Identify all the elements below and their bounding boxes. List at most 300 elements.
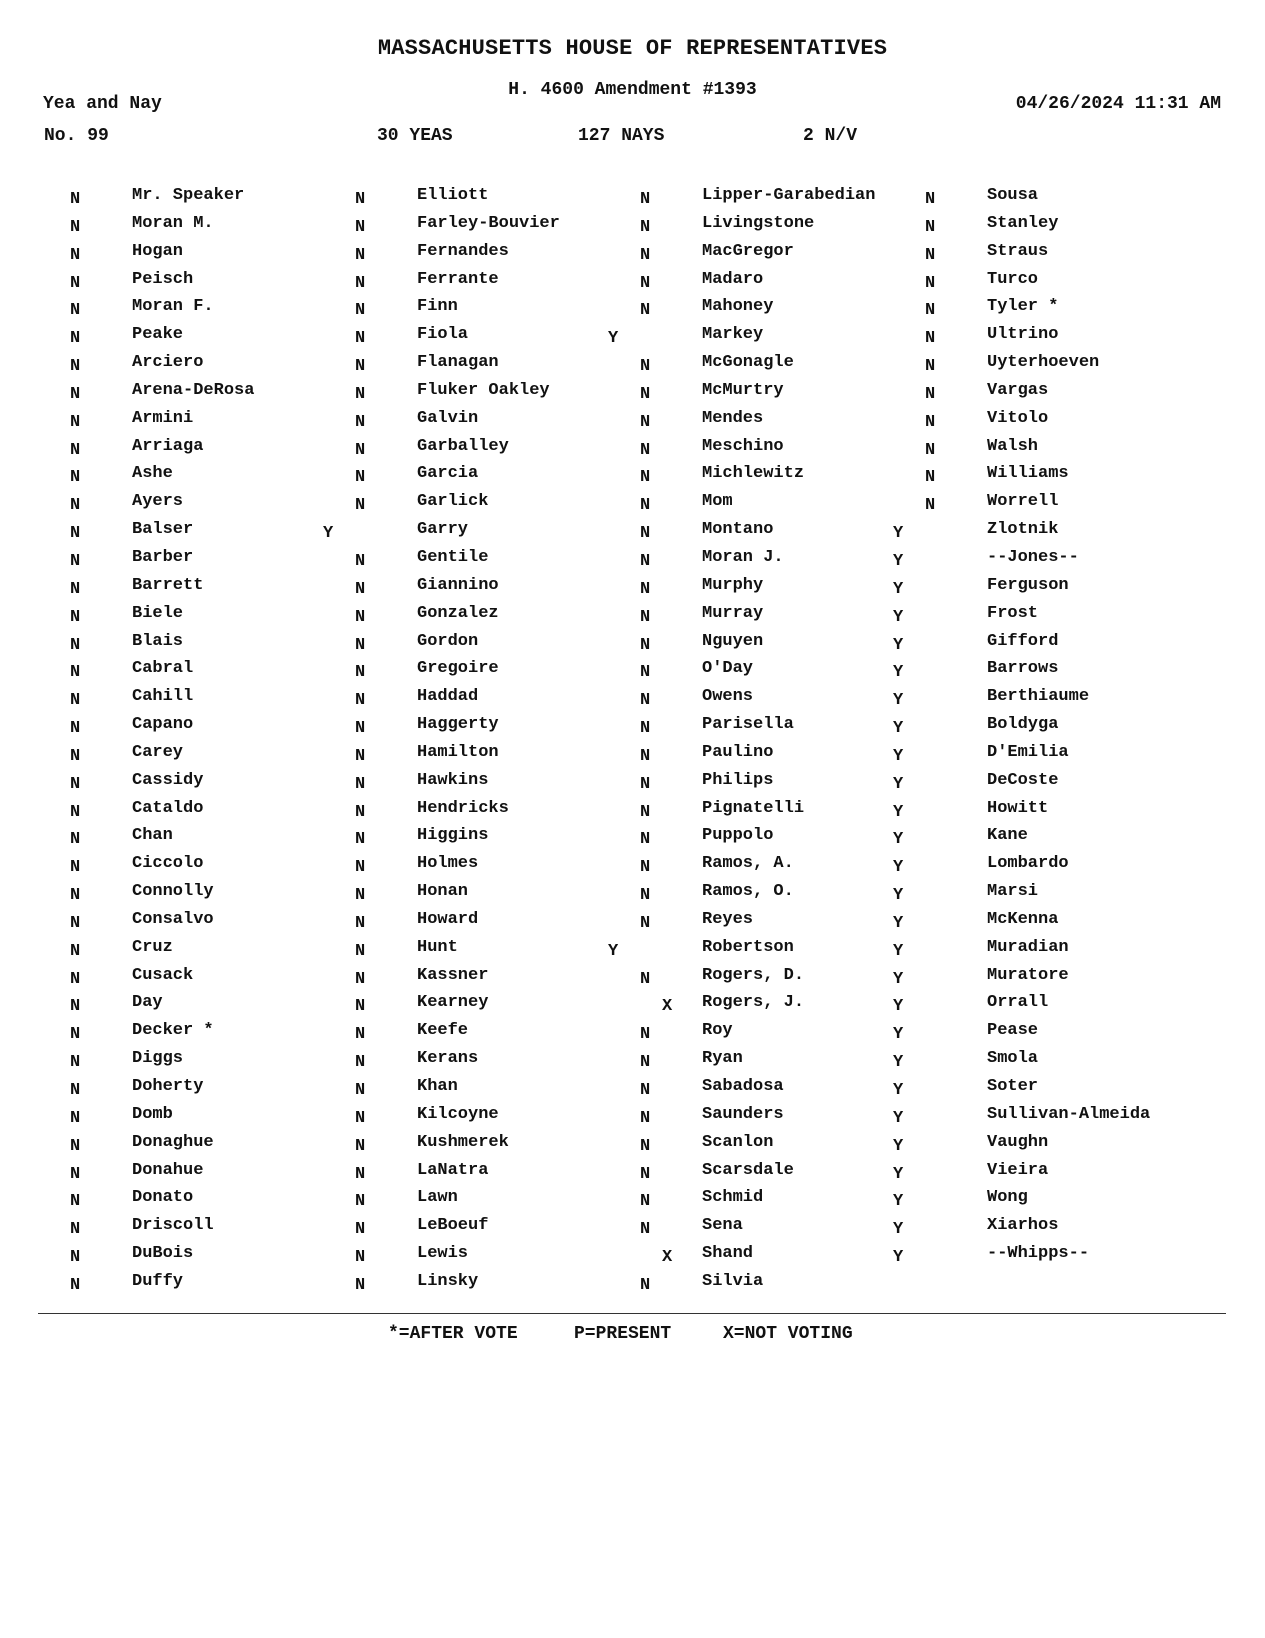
vote-mark: N [640, 190, 651, 209]
member-name: Carey [132, 742, 184, 762]
vote-mark: N [640, 802, 651, 822]
vote-mark: N [640, 412, 651, 432]
member-row [616, 436, 912, 467]
vote-mark: N [925, 245, 936, 265]
member-row [893, 547, 1197, 578]
member-row [616, 1190, 912, 1218]
member-row [901, 213, 1197, 244]
vote-mark: N [70, 1025, 81, 1045]
member-row [608, 325, 912, 355]
vote-mark: Y [893, 635, 904, 655]
member-name: Capano [132, 715, 194, 735]
member-name: Montano [702, 520, 774, 540]
vote-mark: N [355, 719, 366, 739]
vote-mark: N [640, 468, 651, 488]
vote-mark: N [640, 858, 651, 878]
member-row [616, 522, 912, 550]
vote-mark: N [355, 468, 366, 488]
member-name: Ultrino [987, 325, 1059, 345]
member-name: Vargas [987, 380, 1049, 400]
member-row [331, 436, 627, 467]
member-row [46, 575, 342, 606]
member-row [46, 380, 342, 411]
vote-mark: N [640, 217, 651, 237]
member-name: Wong [987, 1188, 1028, 1208]
member-name: Finn [417, 297, 458, 317]
vote-mark: N [640, 774, 651, 794]
member-row [616, 380, 912, 411]
vote-mark: Y [893, 997, 904, 1017]
member-row [331, 770, 627, 801]
member-name: Stanley [987, 213, 1059, 233]
member-row [331, 965, 627, 996]
member-row [46, 408, 342, 439]
vote-mark: N [70, 746, 81, 766]
member-name: Marsi [987, 882, 1039, 902]
member-name: Barber [132, 547, 194, 567]
member-name: Boldyga [987, 715, 1059, 735]
member-row [46, 1218, 342, 1246]
vote-mark: N [70, 440, 81, 460]
member-name: --Jones-- [987, 547, 1079, 567]
member-row [893, 1244, 1197, 1274]
vote-mark: N [640, 663, 651, 683]
vote-mark: N [640, 301, 651, 321]
member-row [46, 965, 342, 996]
vote-mark: N [355, 1053, 366, 1073]
member-row [46, 436, 342, 467]
member-row [331, 828, 627, 856]
vote-mark: N [640, 1025, 651, 1045]
member-name: Owens [702, 687, 754, 707]
vote-mark: N [70, 997, 81, 1017]
vote-mark: N [925, 384, 936, 404]
member-row [893, 882, 1197, 912]
vote-mark: N [640, 1053, 651, 1073]
member-row [893, 575, 1197, 606]
vote-mark: N [640, 719, 651, 739]
member-name: Kushmerek [417, 1132, 509, 1152]
vote-mark: Y [893, 524, 904, 544]
member-name: Roy [702, 1021, 733, 1041]
member-name: Garlick [417, 492, 489, 512]
member-row [616, 909, 912, 940]
member-name: Haggerty [417, 715, 499, 735]
member-name: Moran J. [702, 547, 784, 567]
vote-mark: X [662, 997, 673, 1017]
member-row [901, 436, 1197, 467]
member-name: Blais [132, 631, 184, 651]
member-name: Donato [132, 1188, 194, 1208]
member-row [893, 1160, 1197, 1191]
member-name: Balser [132, 520, 194, 540]
member-name: Biele [132, 603, 184, 623]
member-row [331, 188, 627, 216]
member-row [46, 522, 342, 550]
member-row [331, 1271, 627, 1302]
vote-datetime: 04/26/2024 11:31 AM [1015, 94, 1221, 114]
vote-mark: N [355, 746, 366, 766]
member-name: Williams [987, 464, 1069, 484]
member-name: Uyterhoeven [987, 353, 1100, 373]
member-name: Holmes [417, 854, 479, 874]
member-name: Ashe [132, 464, 173, 484]
member-name: Schmid [702, 1188, 764, 1208]
vote-mark: N [355, 1081, 366, 1100]
vote-mark: N [355, 551, 366, 571]
member-name: Hendricks [417, 798, 509, 818]
vote-mark: N [355, 273, 366, 293]
member-row [616, 1079, 912, 1107]
roll-column-1 [46, 188, 342, 1302]
member-name: Orrall [987, 993, 1049, 1013]
member-row [46, 1271, 342, 1302]
member-row [616, 299, 912, 327]
member-name: Gentile [417, 547, 489, 567]
vote-mark: N [355, 329, 366, 349]
vote-mark: N [70, 1220, 81, 1240]
vote-mark: N [70, 412, 81, 432]
member-row [616, 661, 912, 689]
member-name: Walsh [987, 436, 1039, 456]
vote-mark: N [355, 997, 366, 1017]
member-row [46, 1132, 342, 1163]
member-name: Garry [417, 520, 469, 540]
member-name: Moran M. [132, 213, 214, 233]
vote-mark: N [355, 384, 366, 404]
member-name: Howitt [987, 798, 1049, 818]
member-name: Fiola [417, 325, 469, 345]
roll-column-4 [893, 186, 1197, 1274]
vote-mark: N [355, 1275, 366, 1295]
member-row [616, 1160, 912, 1191]
vote-mark: N [640, 635, 651, 655]
member-row [46, 661, 342, 689]
member-row [893, 993, 1197, 1023]
member-row [901, 241, 1197, 272]
member-row [616, 798, 912, 829]
member-row [46, 717, 342, 745]
member-row [46, 937, 342, 968]
vote-mark: N [925, 357, 936, 377]
vote-mark: Y [893, 1164, 904, 1184]
member-row [331, 1023, 627, 1051]
vote-mark: N [640, 1136, 651, 1156]
vote-mark: Y [893, 1220, 904, 1240]
member-name: Donaghue [132, 1132, 214, 1152]
member-name: Sousa [987, 186, 1039, 205]
vote-mark: N [640, 245, 651, 265]
member-row [616, 631, 912, 662]
member-row [331, 355, 627, 383]
member-name: Mr. Speaker [132, 186, 245, 205]
member-name: Lawn [417, 1188, 458, 1208]
member-name: Howard [417, 909, 479, 929]
member-name: Sabadosa [702, 1077, 784, 1096]
member-name: Hogan [132, 241, 184, 261]
member-name: Xiarhos [987, 1216, 1059, 1236]
vote-mark: N [70, 691, 81, 711]
member-name: Elliott [417, 186, 489, 205]
member-row [46, 1246, 342, 1274]
member-name: McKenna [987, 909, 1059, 929]
member-row [46, 299, 342, 327]
page-title: MASSACHUSETTS HOUSE OF REPRESENTATIVES [377, 36, 888, 61]
member-name: Kilcoyne [417, 1104, 499, 1124]
member-row [616, 770, 912, 801]
member-name: Berthiaume [987, 687, 1090, 707]
vote-mark: N [640, 273, 651, 293]
vote-mark: N [640, 913, 651, 933]
member-name: Ayers [132, 492, 184, 512]
member-name: Gregoire [417, 659, 499, 679]
vote-mark: Y [893, 774, 904, 794]
roll-column-2 [323, 186, 627, 1302]
member-row [616, 1132, 912, 1163]
vote-mark: Y [893, 691, 904, 711]
vote-mark: N [355, 245, 366, 265]
vote-mark: N [355, 858, 366, 878]
member-name: Pease [987, 1021, 1039, 1041]
vote-mark: N [355, 1248, 366, 1268]
member-name: Ferguson [987, 575, 1069, 595]
member-row [616, 1246, 912, 1274]
member-row [901, 188, 1197, 216]
member-name: Lewis [417, 1244, 469, 1264]
vote-mark: N [355, 607, 366, 627]
member-row [616, 965, 912, 996]
member-row [893, 1104, 1197, 1135]
member-row [616, 241, 912, 272]
member-row [616, 466, 912, 494]
vote-mark: N [640, 691, 651, 711]
vote-mark: Y [893, 746, 904, 766]
member-name: Diggs [132, 1049, 184, 1069]
member-row [46, 603, 342, 634]
member-row [331, 995, 627, 1023]
yeas-total: 30 YEAS [377, 126, 453, 146]
vote-mark: N [355, 774, 366, 794]
vote-mark: N [70, 1053, 81, 1073]
member-row [893, 1077, 1197, 1107]
member-row [46, 770, 342, 801]
vote-mark: N [355, 217, 366, 237]
member-row [893, 909, 1197, 940]
vote-mark: Y [893, 551, 904, 571]
legend-not-voting: X=NOT VOTING [723, 1324, 853, 1344]
vote-mark: N [70, 1164, 81, 1184]
vote-mark: Y [893, 941, 904, 961]
member-name: Tyler * [987, 297, 1059, 317]
member-name: Cataldo [132, 798, 204, 818]
member-name: MacGregor [702, 241, 794, 261]
member-name: Armini [132, 408, 194, 428]
member-row [331, 884, 627, 912]
vote-mark: Y [893, 1053, 904, 1073]
member-row [331, 241, 627, 272]
member-name: Lipper-Garabedian [702, 186, 876, 205]
roll-column-3 [608, 186, 912, 1302]
member-name: Michlewitz [702, 464, 805, 484]
member-row [893, 520, 1197, 550]
vote-mark: N [70, 217, 81, 237]
vote-mark: N [70, 1108, 81, 1128]
vote-mark: N [355, 830, 366, 850]
member-row [893, 854, 1197, 884]
vote-mark: N [70, 607, 81, 627]
member-row [893, 687, 1197, 717]
vote-mark: N [355, 412, 366, 432]
member-name: Galvin [417, 408, 479, 428]
vote-mark: N [355, 1108, 366, 1128]
member-name: Peisch [132, 269, 194, 289]
vote-mark: N [70, 245, 81, 265]
member-name: Mendes [702, 408, 764, 428]
member-name: Connolly [132, 882, 214, 902]
member-name: Moran F. [132, 297, 214, 317]
member-name: Zlotnik [987, 520, 1059, 540]
member-row [46, 909, 342, 940]
vote-mark: N [70, 886, 81, 906]
member-name: O'Day [702, 659, 754, 679]
member-row [46, 494, 342, 522]
member-row [616, 269, 912, 300]
member-name: Rogers, D. [702, 965, 805, 985]
member-name: Lombardo [987, 854, 1069, 874]
vote-mark: N [640, 830, 651, 850]
member-row [46, 1104, 342, 1135]
vote-mark: N [925, 329, 936, 349]
vote-mark: N [70, 913, 81, 933]
vote-mark: N [70, 663, 81, 683]
member-row [893, 742, 1197, 773]
member-name: Khan [417, 1077, 458, 1096]
member-row [46, 995, 342, 1023]
vote-mark: Y [893, 886, 904, 906]
member-name: Duffy [132, 1271, 184, 1291]
member-row [331, 408, 627, 439]
vote-mark: N [70, 802, 81, 822]
vote-mark: N [70, 830, 81, 850]
footer-divider [38, 1313, 1226, 1314]
member-row [331, 856, 627, 884]
vote-mark: N [925, 468, 936, 488]
vote-mark: N [640, 1081, 651, 1100]
vote-mark: N [355, 1192, 366, 1212]
member-name: Paulino [702, 742, 774, 762]
member-row [331, 299, 627, 327]
member-row [46, 547, 342, 578]
member-row [331, 1132, 627, 1163]
member-name: Frost [987, 603, 1039, 623]
member-row [901, 269, 1197, 300]
member-name: Garballey [417, 436, 509, 456]
member-name: Murphy [702, 575, 764, 595]
vote-mark: N [640, 440, 651, 460]
member-row [331, 1104, 627, 1135]
member-name: Kane [987, 826, 1028, 846]
vote-mark: N [70, 301, 81, 321]
vote-mark: Y [893, 858, 904, 878]
member-name: Livingstone [702, 213, 815, 233]
vote-mark: N [640, 496, 651, 516]
vote-mark: N [355, 886, 366, 906]
vote-mark: Y [893, 607, 904, 627]
member-name: Driscoll [132, 1216, 214, 1236]
member-name: Consalvo [132, 909, 214, 929]
member-name: Straus [987, 241, 1049, 261]
member-name: Muradian [987, 937, 1069, 957]
vote-mark: N [70, 969, 81, 989]
member-name: --Whipps-- [987, 1244, 1090, 1264]
member-name: Arriaga [132, 436, 204, 456]
vote-mark: N [70, 1192, 81, 1212]
member-name: Smola [987, 1049, 1039, 1069]
member-row [893, 1049, 1197, 1079]
vote-mark: Y [893, 830, 904, 850]
member-row [331, 742, 627, 773]
member-row [46, 188, 342, 216]
member-row [46, 466, 342, 494]
vote-mark: N [925, 190, 936, 209]
vote-mark: N [70, 329, 81, 349]
vote-mark: N [925, 496, 936, 516]
bill-number: H. 4600 Amendment #1393 [508, 80, 757, 100]
vote-mark: N [355, 357, 366, 377]
member-row [46, 828, 342, 856]
vote-mark: N [70, 719, 81, 739]
member-row [616, 1271, 912, 1302]
member-row [46, 742, 342, 773]
member-row [331, 1190, 627, 1218]
member-row [616, 188, 912, 216]
vote-mark: N [70, 579, 81, 599]
member-row [893, 659, 1197, 689]
member-name: DeCoste [987, 770, 1059, 790]
vote-mark: N [355, 301, 366, 321]
member-name: Kearney [417, 993, 489, 1013]
member-name: Flanagan [417, 353, 499, 373]
member-row [616, 689, 912, 717]
member-name: Day [132, 993, 163, 1013]
member-name: Ryan [702, 1049, 743, 1069]
member-row [46, 213, 342, 244]
member-name: Hawkins [417, 770, 489, 790]
member-name: Doherty [132, 1077, 204, 1096]
member-row [331, 631, 627, 662]
member-name: Donahue [132, 1160, 204, 1180]
member-name: Chan [132, 826, 173, 846]
member-name: Scarsdale [702, 1160, 794, 1180]
member-row [893, 1132, 1197, 1163]
member-row [616, 1104, 912, 1135]
member-name: Philips [702, 770, 774, 790]
member-row [331, 269, 627, 300]
vote-mark: N [355, 1220, 366, 1240]
vote-type: Yea and Nay [43, 94, 162, 114]
member-row [893, 1188, 1197, 1218]
vote-mark: N [70, 1081, 81, 1100]
member-row [46, 884, 342, 912]
vote-mark: Y [893, 802, 904, 822]
member-row [893, 770, 1197, 801]
member-row [616, 995, 912, 1023]
member-name: Ramos, O. [702, 882, 794, 902]
member-name: Barrett [132, 575, 204, 595]
member-name: Gordon [417, 631, 479, 651]
member-name: Hamilton [417, 742, 499, 762]
legend-present: P=PRESENT [574, 1324, 672, 1344]
